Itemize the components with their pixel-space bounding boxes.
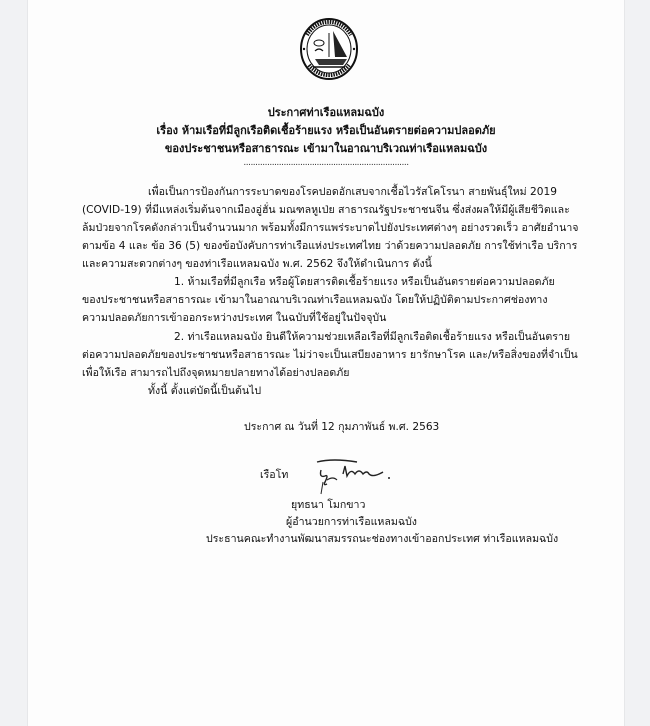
item1-line-3: ความปลอดภัยการเข้าออกระหว่างประเทศ ในฉบับที่ใช้อยู่ในปัจจุบัน	[82, 312, 387, 324]
header-subject: เรื่อง ห้ามเรือที่มีลูกเรือติดเชื้อร้ายแรง หรือเป็นอันตรายต่อความปลอดภัย	[156, 124, 496, 137]
header-issuer: ประกาศท่าเรือแหลมฉบัง	[267, 106, 385, 119]
intro-line-1: เพื่อเป็นการป้องกันการระบาดของโรคปอดอักเสบจากเชื้อไวรัสโคโรนา สายพันธุ์ใหม่ 2019	[148, 186, 557, 198]
intro-line-2: (COVID-19) ที่มีแหล่งเริ่มต้นจากเมืองอู่ฮั่น มณฑลหูเป่ย สาธารณรัฐประชาชนจีน ซึ่งส่งผลให้มีผู้เสียชีวิตและ	[82, 204, 570, 216]
item1-line-1: 1. ห้ามเรือที่มีลูกเรือ หรือผู้โดยสารติดเชื้อร้ายแรง หรือเป็นอันตรายต่อความปลอดภัย	[174, 276, 555, 288]
intro-line-4: ตามข้อ 4 และ ข้อ 36 (5) ของข้อบังคับการท่าเรือแห่งประเทศไทย ว่าด้วยความปลอดภัย การใช้ท่าเรือ บริการ	[82, 240, 578, 252]
signer-rank: เรือโท	[260, 469, 289, 481]
header-subject-cont: ของประชาชนหรือสาธารณะ เข้ามาในอาณาบริเวณท่าเรือแหลมฉบัง	[164, 142, 488, 155]
announcement-date: ประกาศ ณ วันที่ 12 กุมภาพันธ์ พ.ศ. 2563	[244, 421, 440, 433]
signer-name: ยุทธนา โมกขาว	[291, 499, 366, 511]
document-page	[27, 0, 625, 726]
item1-line-2: ของประชาชนหรือสาธารณะ เข้ามาในอาณาบริเวณท่าเรือแหลมฉบัง โดยให้ปฏิบัติตามประกาศช่องทาง	[82, 294, 548, 306]
separator-dots: ......................................................................	[243, 158, 409, 168]
effective-statement: ทั้งนี้ ตั้งแต่บัดนี้เป็นต้นไป	[148, 385, 262, 397]
signer-committee-position: ประธานคณะทำงานพัฒนาสมรรถนะช่องทางเข้าออกประเทศ ท่าเรือแหลมฉบัง	[206, 533, 559, 545]
intro-line-3: ล้มป่วยจากโรคดังกล่าวเป็นจำนวนมาก พร้อมทั้งมีการแพร่ระบาดไปยังประเทศต่างๆ อย่างรวดเร็ว อาศัยอำนาจ	[82, 222, 579, 234]
handwritten-signature-icon	[313, 456, 393, 496]
item2-line-2: ต่อความปลอดภัยของประชาชนหรือสาธารณะ ไม่ว่าจะเป็นเสบียงอาหาร ยารักษาโรค และ/หรือสิ่งของที่จำเป็น	[82, 349, 578, 361]
signer-position: ผู้อำนวยการท่าเรือแหลมฉบัง	[286, 516, 417, 528]
port-authority-seal-icon	[299, 17, 359, 81]
item2-line-1: 2. ท่าเรือแหลมฉบัง ยินดีให้ความช่วยเหลือเรือที่มีลูกเรือติดเชื้อร้ายแรง หรือเป็นอันตราย	[174, 331, 571, 343]
announcement-header	[28, 104, 624, 158]
item2-line-3: เพื่อให้เรือ สามารถไปถึงจุดหมายปลายทางได้อย่างปลอดภัย	[82, 367, 350, 379]
intro-line-5: และความสะดวกต่างๆ ของท่าเรือแหลมฉบัง พ.ศ. 2562 จึงให้ดำเนินการ ดังนี้	[82, 258, 432, 270]
